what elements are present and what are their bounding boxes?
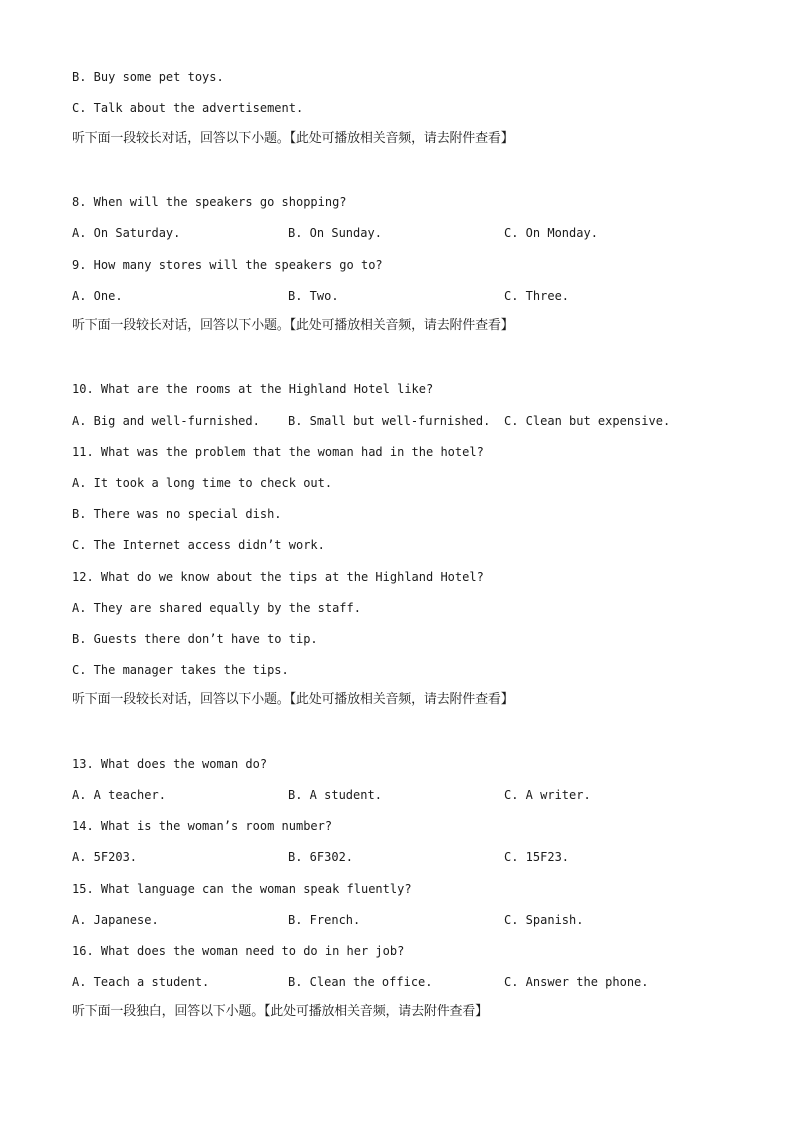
question-9: 9. How many stores will the speakers go to? (72, 258, 383, 272)
question-13-options (0, 788, 794, 802)
option-c: C. 15F23. (504, 850, 570, 864)
option-c: C. A writer. (504, 788, 591, 802)
option-a: A. On Saturday. (72, 226, 181, 240)
option-b: B. A student. (288, 788, 382, 802)
question-15-options (0, 913, 794, 927)
option-b: B. There was no special dish. (72, 507, 282, 521)
question-8: 8. When will the speakers go shopping? (72, 195, 347, 209)
option-a: A. They are shared equally by the staff. (72, 601, 361, 615)
question-9-options (0, 289, 794, 303)
option-c-advertisement: C. Talk about the advertisement. (72, 101, 304, 115)
option-b: B. On Sunday. (288, 226, 382, 240)
option-c: C. On Monday. (504, 226, 598, 240)
option-b-pet-toys: B. Buy some pet toys. (72, 70, 224, 84)
question-16-options (0, 975, 794, 989)
option-b: B. Small but well-furnished. (288, 414, 491, 428)
listening-instruction: 听下面一段较长对话，回答以下小题。【此处可播放相关音频，请去附件查看】 (72, 318, 514, 333)
option-c: C. Clean but expensive. (504, 414, 671, 428)
question-10: 10. What are the rooms at the Highland Hotel like? (72, 382, 434, 396)
option-a: A. A teacher. (72, 788, 166, 802)
option-a: A. 5F203. (72, 850, 138, 864)
option-a: A. Japanese. (72, 913, 159, 927)
option-a: A. One. (72, 289, 123, 303)
question-14-options (0, 850, 794, 864)
option-b: B. 6F302. (288, 850, 354, 864)
question-15: 15. What language can the woman speak fluently? (72, 882, 412, 896)
question-13: 13. What does the woman do? (72, 757, 268, 771)
option-a: A. Big and well-furnished. (72, 414, 260, 428)
option-b: B. Guests there don’t have to tip. (72, 632, 318, 646)
option-b: B. Two. (288, 289, 339, 303)
question-8-options (0, 226, 794, 240)
listening-instruction: 听下面一段较长对话，回答以下小题。【此处可播放相关音频，请去附件查看】 (72, 131, 514, 146)
option-a: A. Teach a student. (72, 975, 210, 989)
option-c: C. Three. (504, 289, 570, 303)
option-c: C. Answer the phone. (504, 975, 649, 989)
question-14: 14. What is the woman’s room number? (72, 819, 333, 833)
option-c: C. Spanish. (504, 913, 584, 927)
listening-instruction: 听下面一段较长对话，回答以下小题。【此处可播放相关音频，请去附件查看】 (72, 692, 514, 707)
question-11: 11. What was the problem that the woman had in the hotel? (72, 445, 484, 459)
listening-instruction: 听下面一段独白，回答以下小题。【此处可播放相关音频，请去附件查看】 (72, 1004, 488, 1019)
question-10-options (0, 414, 794, 428)
question-16: 16. What does the woman need to do in her job? (72, 944, 405, 958)
option-b: B. French. (288, 913, 361, 927)
question-12: 12. What do we know about the tips at the Highland Hotel? (72, 570, 484, 584)
option-a: A. It took a long time to check out. (72, 476, 333, 490)
option-c: C. The Internet access didn’t work. (72, 538, 325, 552)
option-b: B. Clean the office. (288, 975, 433, 989)
option-c: C. The manager takes the tips. (72, 663, 289, 677)
